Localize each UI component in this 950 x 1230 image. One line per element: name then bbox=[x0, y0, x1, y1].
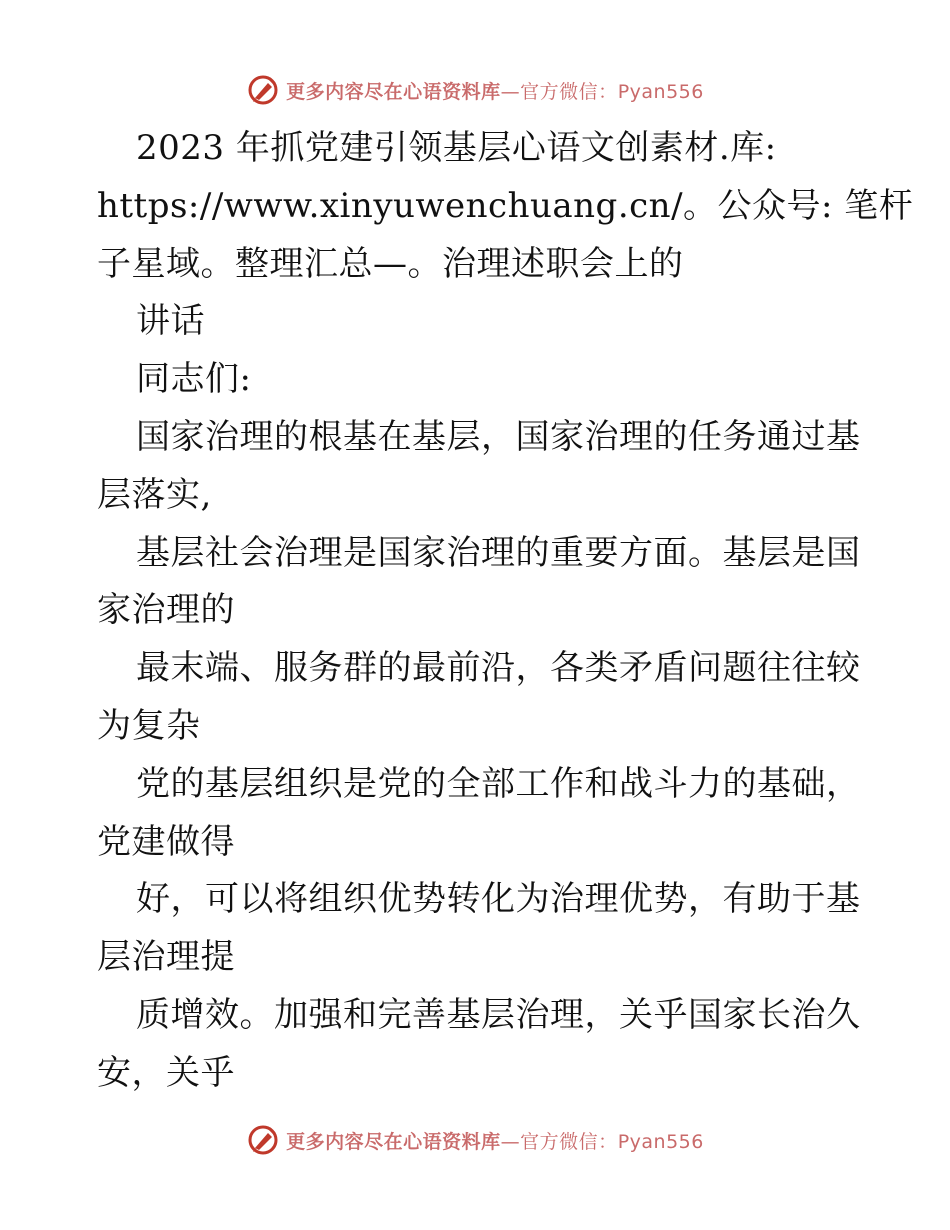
text-line: 最末端、服务群的最前沿，各类矛盾问题往往较 bbox=[136, 648, 861, 689]
banner-main-text: 更多内容尽在心语资料库 bbox=[286, 1130, 501, 1153]
footer-banner bbox=[0, 1122, 950, 1158]
banner-contact-id: Pyan556 bbox=[617, 80, 704, 103]
text-line: https://www.xinyuwenchuang.cn/。公众号: 笔杆 bbox=[97, 185, 914, 226]
text-line: 子星域。整理汇总—。治理述职会上的 bbox=[97, 243, 684, 284]
banner-separator: — bbox=[500, 1130, 521, 1153]
text-line: 层落实, bbox=[97, 474, 212, 515]
text-line: 安，关乎 bbox=[97, 1052, 235, 1093]
text-line: 基层社会治理是国家治理的重要方面。基层是国 bbox=[136, 532, 861, 573]
banner-contact-label: 官方微信： bbox=[520, 1130, 618, 1153]
text-line: 讲话 bbox=[136, 301, 205, 342]
text-line: 层治理提 bbox=[97, 937, 235, 978]
text-line: 党建做得 bbox=[97, 821, 235, 862]
document-body bbox=[97, 120, 914, 1103]
pen-nib-logo-icon bbox=[246, 1123, 280, 1157]
banner-text bbox=[286, 77, 704, 104]
banner-contact-label: 官方微信： bbox=[520, 80, 618, 103]
text-line: 为复杂 bbox=[97, 705, 201, 746]
text-line: 质增效。加强和完善基层治理，关乎国家长治久 bbox=[136, 994, 861, 1035]
text-line: 党的基层组织是党的全部工作和战斗力的基础， bbox=[136, 763, 861, 804]
banner-separator: — bbox=[500, 80, 521, 103]
pen-nib-logo-icon bbox=[246, 73, 280, 107]
text-line: 同志们: bbox=[136, 359, 252, 400]
banner-main-text: 更多内容尽在心语资料库 bbox=[286, 80, 501, 103]
banner-text bbox=[286, 1127, 704, 1154]
banner-contact-id: Pyan556 bbox=[617, 1130, 704, 1153]
text-line: 国家治理的根基在基层，国家治理的任务通过基 bbox=[136, 416, 861, 457]
text-line: 2023 年抓党建引领基层心语文创素材.库: bbox=[136, 128, 777, 168]
text-line: 家治理的 bbox=[97, 590, 235, 631]
text-line: 好，可以将组织优势转化为治理优势，有助于基 bbox=[136, 879, 861, 920]
header-banner bbox=[0, 72, 950, 108]
